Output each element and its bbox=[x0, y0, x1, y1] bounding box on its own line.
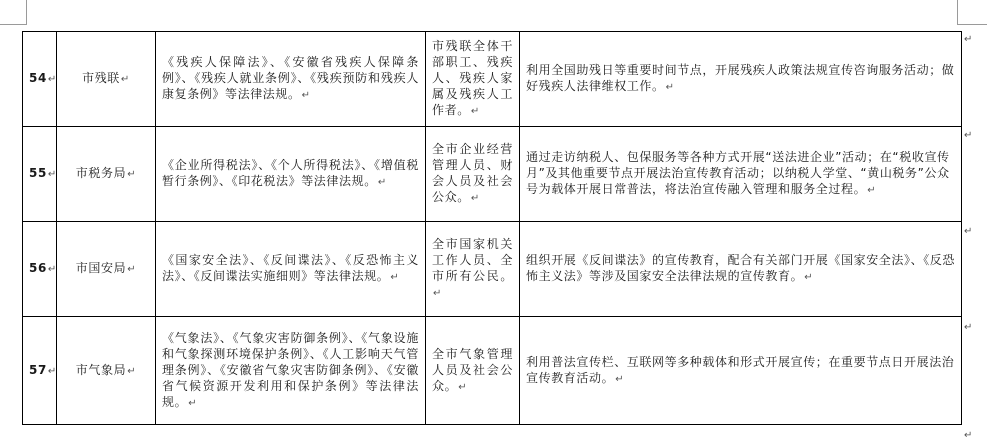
paragraph-mark: ↵ bbox=[470, 193, 480, 204]
table-row bbox=[23, 222, 962, 317]
laws-cell bbox=[156, 317, 426, 425]
targets-text: 全市气象管理人员及社会公众。 bbox=[432, 346, 513, 393]
actions-cell bbox=[520, 222, 962, 317]
paragraph-mark: ↵ bbox=[867, 185, 877, 196]
department-name: 市国安局 bbox=[75, 261, 127, 275]
department-cell bbox=[57, 32, 156, 127]
paragraph-mark: ↵ bbox=[127, 264, 137, 275]
targets-cell bbox=[426, 317, 520, 425]
paragraph-mark: ↵ bbox=[188, 397, 198, 409]
department-cell bbox=[57, 317, 156, 425]
targets-text: 全市企业经营管理人员、财会人员及社会公众。 bbox=[432, 142, 513, 204]
paragraph-mark: ↵ bbox=[390, 272, 400, 283]
paragraph-mark: ↵ bbox=[127, 169, 137, 180]
actions-text: 组织开展《反间谍法》的宣传教育，配合有关部门开展《国家安全法》、《反恐怖主义法》等涉及国家安全法律法规的宣传教育。 bbox=[526, 253, 956, 283]
paragraph-mark: ↵ bbox=[470, 106, 480, 117]
paragraph-mark: ↵ bbox=[301, 90, 311, 101]
laws-cell bbox=[156, 32, 426, 127]
row-end-mark: ↵ bbox=[964, 322, 973, 333]
paragraph-mark: ↵ bbox=[47, 264, 57, 275]
paragraph-mark: ↵ bbox=[47, 169, 57, 180]
paragraph-mark: ↵ bbox=[47, 74, 57, 85]
department-cell bbox=[57, 127, 156, 222]
table-row bbox=[23, 32, 962, 127]
laws-cell bbox=[156, 127, 426, 222]
row-end-mark: ↵ bbox=[964, 430, 973, 441]
targets-text: 全市国家机关工作人员、全市所有公民。 bbox=[432, 237, 513, 283]
row-number-cell bbox=[23, 32, 57, 127]
row-number-cell bbox=[23, 222, 57, 317]
laws-text: 《气象法》、《气象灾害防御条例》、《气象设施和气象探测环境保护条例》、《人工影响天气管理条例》、《安徽省气象灾害防御条例》、《安徽省气候资源开发利用和保护条例》等法律法规。 bbox=[162, 330, 419, 409]
targets-cell bbox=[426, 127, 520, 222]
department-name: 市气象局 bbox=[75, 362, 127, 377]
laws-text: 《残疾人保障法》、《安徽省残疾人保障条例》、《残疾人就业条例》、《残疾预防和残疾人康复条例》等法律法规。 bbox=[162, 55, 419, 101]
paragraph-mark: ↵ bbox=[377, 177, 387, 188]
actions-cell bbox=[520, 32, 962, 127]
row-number: 57 bbox=[29, 362, 47, 377]
table-row bbox=[23, 127, 962, 222]
paragraph-mark: ↵ bbox=[804, 272, 814, 283]
actions-cell bbox=[520, 317, 962, 425]
paragraph-mark: ↵ bbox=[665, 82, 675, 93]
crop-mark-top-right-vertical bbox=[957, 0, 958, 24]
row-end-mark: ↵ bbox=[964, 226, 973, 237]
row-number-cell bbox=[23, 127, 57, 222]
row-end-mark: ↵ bbox=[964, 34, 973, 45]
laws-cell bbox=[156, 222, 426, 317]
table-row bbox=[23, 317, 962, 425]
laws-text: 《企业所得税法》、《个人所得税法》、《增值税暂行条例》、《印花税法》等法律法规。 bbox=[162, 158, 419, 188]
crop-mark-top-left-horizontal bbox=[0, 24, 27, 25]
actions-cell bbox=[520, 127, 962, 222]
row-number: 54 bbox=[29, 71, 47, 85]
actions-text: 利用全国助残日等重要时间节点，开展残疾人政策法规宣传咨询服务活动；做好残疾人法律维权工作。 bbox=[526, 63, 955, 93]
laws-text: 《国家安全法》、《反间谍法》、《反恐怖主义法》、《反间谍法实施细则》等法律法规。 bbox=[162, 253, 419, 283]
crop-mark-top-right-horizontal bbox=[957, 24, 987, 25]
paragraph-mark: ↵ bbox=[47, 365, 57, 377]
row-number: 56 bbox=[29, 261, 47, 275]
law-publicity-table bbox=[22, 31, 962, 425]
crop-mark-top-left-vertical bbox=[26, 0, 27, 24]
paragraph-mark: ↵ bbox=[615, 373, 625, 385]
department-cell bbox=[57, 222, 156, 317]
targets-cell bbox=[426, 32, 520, 127]
paragraph-mark: ↵ bbox=[433, 288, 442, 299]
row-end-mark: ↵ bbox=[964, 130, 973, 141]
actions-text: 通过走访纳税人、包保服务等各种方式开展“送法进企业”活动；在“税收宣传月”及其他重要节点开展法治宣传教育活动；以纳税人学堂、“黄山税务”公众号为载体开展日常普法，将法治宣传融入管理和服务全过程。 bbox=[526, 150, 950, 196]
targets-text: 市残联全体干部职工、残疾人、残疾人家属及残疾人工作者。 bbox=[432, 39, 513, 117]
department-name: 市残联 bbox=[82, 71, 120, 85]
paragraph-mark: ↵ bbox=[458, 381, 468, 393]
actions-text: 利用普法宣传栏、互联网等多种载体和形式开展宣传；在重要节点日开展法治宣传教育活动。 bbox=[526, 354, 955, 385]
row-number-cell bbox=[23, 317, 57, 425]
paragraph-mark: ↵ bbox=[127, 365, 137, 377]
targets-cell bbox=[426, 222, 520, 317]
paragraph-mark: ↵ bbox=[120, 74, 130, 85]
row-number: 55 bbox=[29, 166, 47, 180]
department-name: 市税务局 bbox=[75, 166, 127, 180]
